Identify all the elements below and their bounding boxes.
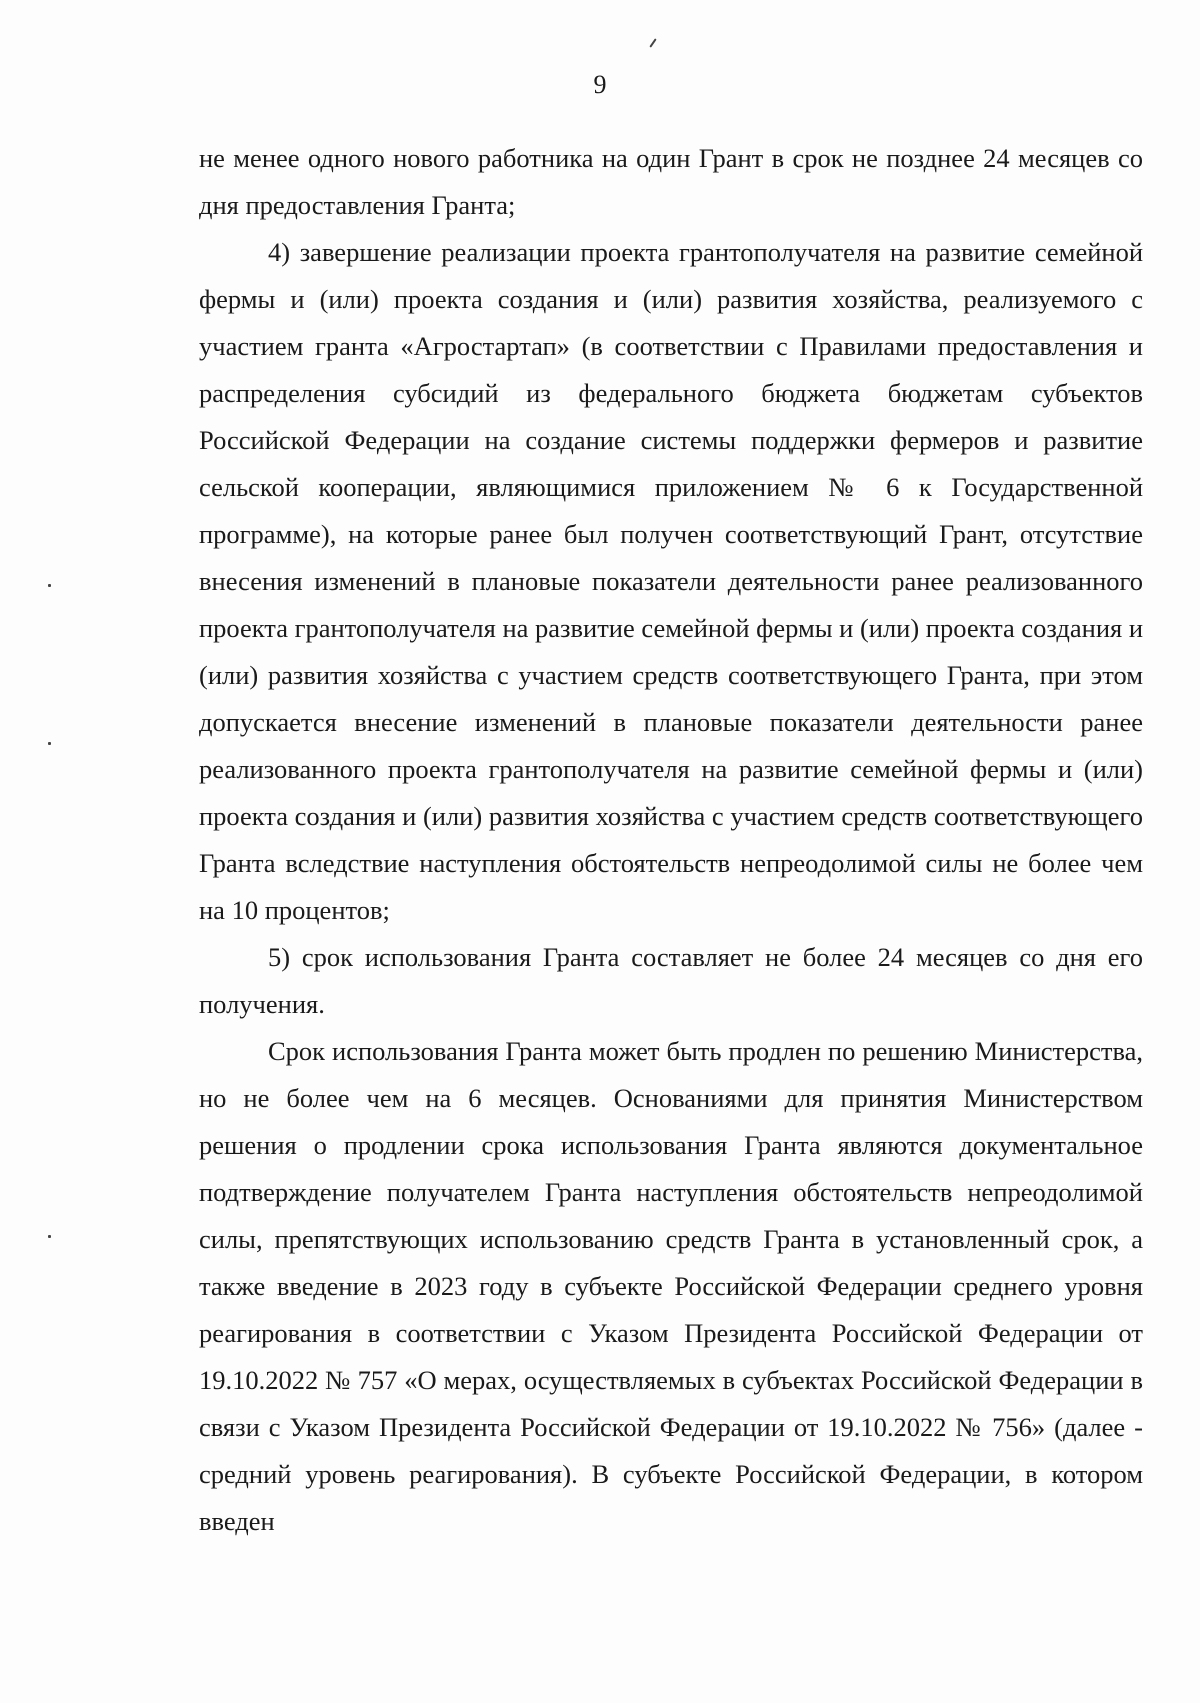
scan-artifact-mark [649,38,656,47]
page-number: 9 [593,70,607,99]
scan-artifact-dot [48,584,51,587]
paragraph-continuation: не менее одного нового работника на один Грант в срок не позднее 24 месяцев со дня предоставления Гранта; [199,143,1143,220]
paragraph-grant-extension: Срок использования Гранта может быть продлен по решению Министерства, но не более чем на 6 месяцев. Основаниями для принятия Министерством решения о продлении срока использования Гранта являются документальное подтверждение получателем Гранта наступления обстоятельств непреодолимой силы, препятствующих использованию средств Гранта в установленный срок, а также введение в 2023 году в субъекте Российской Федерации среднего уровня реагирования в соответствии с Указом Президента Российской Федерации от 19.10.2022 № 757 «О мерах, осуществляемых в субъектах Российской Федерации в связи с Указом Президента Российской Федерации от 19.10.2022 № 756» (далее - средний уровень реагирования). В субъекте Российской Федерации, в котором введен [199,1036,1143,1536]
scan-artifact-dot [48,1235,51,1238]
paragraph-item-5: 5) срок использования Гранта составляет не более 24 месяцев со дня его получения. [199,942,1143,1019]
paragraph-item-4: 4) завершение реализации проекта грантополучателя на развитие семейной фермы и (или) проекта создания и (или) развития хозяйства, реализуемого с участием гранта «Агростартап» (в соответствии с Правилами предоставления и распределения субсидий из федерального бюджета бюджетам субъектов Российской Федерации на создание системы поддержки фермеров и развитие сельской кооперации, являющимися приложением № 6 к Государственной программе), на которые ранее был получен соответствующий Грант, отсутствие внесения изменений в плановые показатели деятельности ранее реализованного проекта грантополучателя на развитие семейной фермы и (или) проекта создания и (или) развития хозяйства с участием средств соответствующего Гранта, при этом допускается внесение изменений в плановые показатели деятельности ранее реализованного проекта грантополучателя на развитие семейной фермы и (или) проекта создания и (или) развития хозяйства с участием средств соответствующего Гранта вследствие наступления обстоятельств непреодолимой силы не более чем на 10 процентов; [199,237,1143,925]
document-body [199,135,1143,1545]
scan-artifact-dot [48,742,51,745]
